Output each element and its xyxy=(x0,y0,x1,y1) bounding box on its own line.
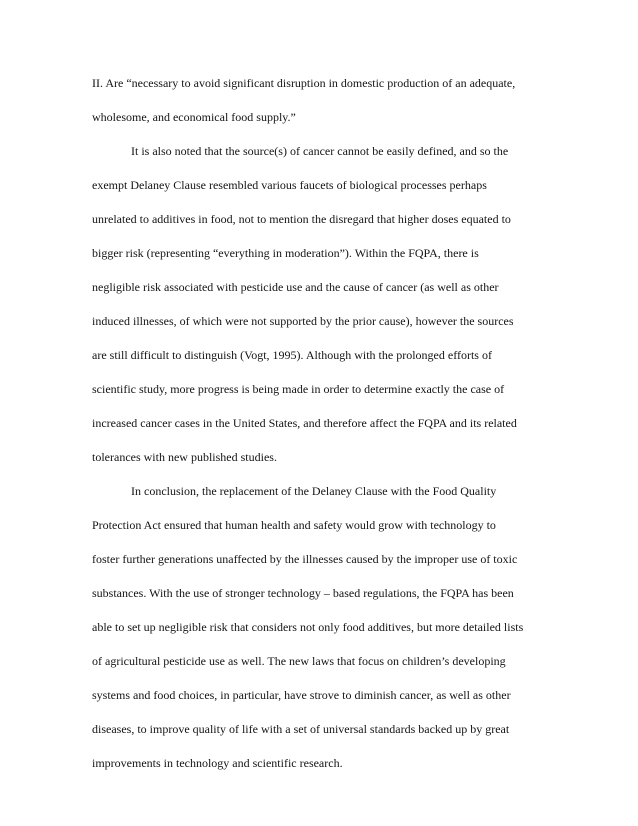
text-line: of agricultural pesticide use as well. The new laws that focus on children’s developing xyxy=(92,654,506,668)
text-line: are still difficult to distinguish (Vogt, 1995). Although with the prolonged efforts of xyxy=(92,348,492,362)
text-line: II. Are “necessary to avoid significant disruption in domestic production of an adequate, xyxy=(92,76,516,90)
text-line: scientific study, more progress is being made in order to determine exactly the case of xyxy=(92,382,505,396)
text-line: increased cancer cases in the United States, and therefore affect the FQPA and its related xyxy=(92,416,517,430)
text-line: unrelated to additives in food, not to mention the disregard that higher doses equated to xyxy=(92,212,511,226)
text-line: improvements in technology and scientific research. xyxy=(92,756,343,770)
text-line: wholesome, and economical food supply.” xyxy=(92,110,296,124)
text-line: systems and food choices, in particular, have strove to diminish cancer, as well as other xyxy=(92,688,511,702)
text-line: diseases, to improve quality of life with a set of universal standards backed up by great xyxy=(92,722,510,736)
text-line: exempt Delaney Clause resembled various faucets of biological processes perhaps xyxy=(92,178,487,192)
text-line: negligible risk associated with pesticide use and the cause of cancer (as well as other xyxy=(92,280,499,294)
text-line: substances. With the use of stronger technology – based regulations, the FQPA has been xyxy=(92,586,514,600)
text-line: bigger risk (representing “everything in moderation”). Within the FQPA, there is xyxy=(92,246,479,260)
text-line: tolerances with new published studies. xyxy=(92,450,277,464)
text-line: induced illnesses, of which were not supported by the prior cause), however the sources xyxy=(92,314,514,328)
text-line: able to set up negligible risk that considers not only food additives, but more detailed lists xyxy=(92,620,524,634)
paragraph-start-line: In conclusion, the replacement of the Delaney Clause with the Food Quality xyxy=(131,484,497,498)
text-line: foster further generations unaffected by the illnesses caused by the improper use of toxic xyxy=(92,552,518,566)
text-line: Protection Act ensured that human health and safety would grow with technology to xyxy=(92,518,496,532)
paragraph-start-line: It is also noted that the source(s) of cancer cannot be easily defined, and so the xyxy=(131,144,509,158)
